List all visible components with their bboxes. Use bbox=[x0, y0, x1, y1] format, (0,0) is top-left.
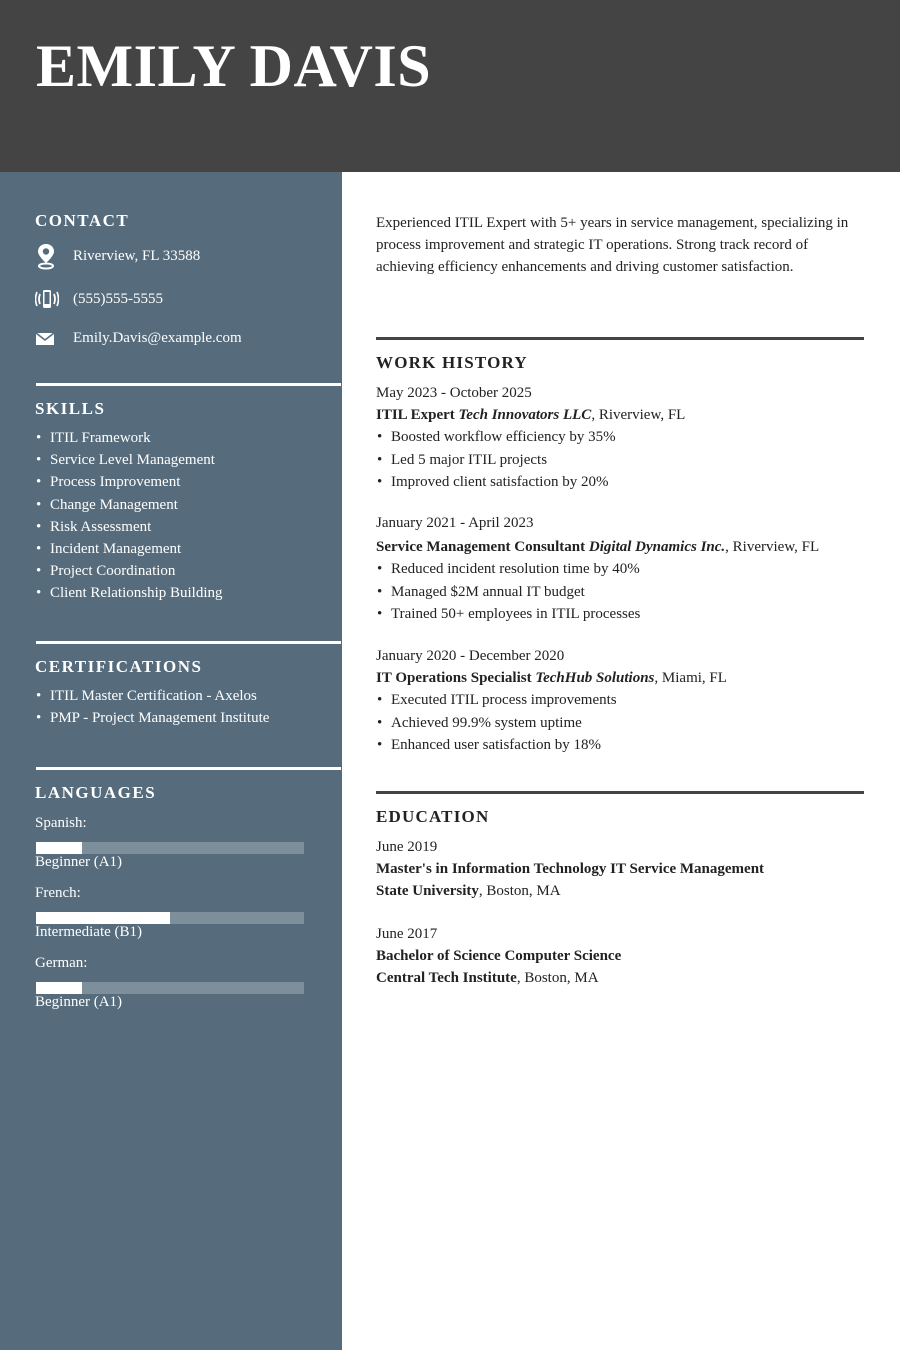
certification-item: • PMP - Project Management Institute bbox=[35, 707, 341, 729]
education-location: , Boston, MA bbox=[478, 883, 561, 899]
job-dates: January 2021 - April 2023 bbox=[376, 515, 534, 531]
job-role-line bbox=[376, 536, 866, 558]
job-company: Tech Innovators LLC bbox=[458, 407, 592, 423]
skill-item: • Risk Assessment bbox=[35, 516, 341, 538]
job-entry bbox=[376, 512, 866, 626]
language-name: German: bbox=[35, 955, 88, 971]
phone-icon bbox=[35, 287, 61, 311]
job-bullets bbox=[376, 426, 866, 494]
job-location: , Riverview, FL bbox=[591, 407, 686, 423]
job-bullet: • Reduced incident resolution time by 40% bbox=[376, 558, 866, 581]
contact-phone bbox=[35, 287, 163, 311]
contact-location bbox=[35, 244, 200, 268]
skill-item: • Process Improvement bbox=[35, 471, 341, 493]
job-company: Digital Dynamics Inc. bbox=[588, 539, 726, 555]
education-entry bbox=[376, 923, 866, 989]
sidebar-divider-contact bbox=[36, 383, 341, 386]
education-date: June 2017 bbox=[376, 926, 438, 942]
main-divider-summary bbox=[376, 337, 864, 340]
job-bullet: • Managed $2M annual IT budget bbox=[376, 581, 866, 604]
certifications-list bbox=[35, 685, 341, 729]
job-location: , Miami, FL bbox=[654, 670, 727, 686]
main-divider-work bbox=[376, 791, 864, 794]
skills-section bbox=[35, 399, 341, 605]
language-proficiency-fill bbox=[36, 842, 82, 854]
certifications-heading: CERTIFICATIONS bbox=[35, 657, 203, 676]
language-proficiency-fill bbox=[36, 912, 170, 924]
job-bullet: • Trained 50+ employees in ITIL processes bbox=[376, 603, 866, 626]
skills-list bbox=[35, 427, 341, 605]
job-bullet: • Achieved 99.9% system uptime bbox=[376, 712, 866, 735]
candidate-name: EMILY DAVIS bbox=[36, 33, 432, 99]
sidebar-divider-certifications bbox=[36, 767, 341, 770]
job-bullet: • Boosted workflow efficiency by 35% bbox=[376, 426, 866, 449]
work-history-heading: WORK HISTORY bbox=[376, 353, 528, 372]
language-name: French: bbox=[35, 885, 81, 901]
languages-heading-wrap bbox=[35, 783, 341, 803]
location-text: Riverview, FL 33588 bbox=[73, 247, 201, 264]
language-proficiency-bar bbox=[36, 842, 304, 854]
envelope-icon bbox=[35, 326, 61, 350]
skill-item: • Project Coordination bbox=[35, 560, 341, 582]
job-bullet: • Enhanced user satisfaction by 18% bbox=[376, 734, 866, 757]
professional-summary: Experienced ITIL Expert with 5+ years in service management, specializing in process improvement and strategic IT operations. Strong track record of achieving efficiency enhancements and driving customer satisfaction. bbox=[376, 215, 849, 276]
job-title: ITIL Expert bbox=[376, 407, 455, 423]
certification-item: • ITIL Master Certification - Axelos bbox=[35, 685, 341, 707]
contact-heading: CONTACT bbox=[35, 211, 130, 230]
skills-heading: SKILLS bbox=[35, 399, 106, 418]
job-bullets bbox=[376, 558, 866, 626]
education-degree: Master's in Information Technology IT Service Management bbox=[376, 861, 765, 877]
contact-heading-wrap bbox=[35, 211, 341, 231]
job-bullets bbox=[376, 689, 866, 757]
education-school: State University bbox=[376, 883, 479, 899]
job-role-line bbox=[376, 404, 866, 426]
language-proficiency-bar bbox=[36, 982, 304, 994]
education-location: , Boston, MA bbox=[516, 970, 599, 986]
job-entry bbox=[376, 382, 866, 494]
location-pin-icon bbox=[35, 244, 61, 268]
job-company: TechHub Solutions bbox=[535, 670, 655, 686]
sidebar-divider-skills bbox=[36, 641, 341, 644]
job-dates: January 2020 - December 2020 bbox=[376, 648, 565, 664]
job-role-line bbox=[376, 667, 866, 689]
language-proficiency-bar bbox=[36, 912, 304, 924]
education-degree: Bachelor of Science Computer Science bbox=[376, 948, 622, 964]
job-bullet: • Executed ITIL process improvements bbox=[376, 689, 866, 712]
language-proficiency-fill bbox=[36, 982, 82, 994]
certifications-section bbox=[35, 657, 341, 729]
education-school: Central Tech Institute bbox=[376, 970, 517, 986]
language-level: Beginner (A1) bbox=[35, 854, 123, 870]
language-level: Intermediate (B1) bbox=[35, 924, 143, 940]
phone-link[interactable]: (555)555-5555 bbox=[73, 290, 163, 307]
header-banner bbox=[0, 0, 900, 172]
skill-item: • Service Level Management bbox=[35, 449, 341, 471]
email-link[interactable]: Emily.Davis@example.com bbox=[73, 329, 242, 346]
skill-item: • ITIL Framework bbox=[35, 427, 341, 449]
skill-item: • Change Management bbox=[35, 494, 341, 516]
contact-email bbox=[35, 326, 242, 350]
job-dates: May 2023 - October 2025 bbox=[376, 385, 532, 401]
education-heading: EDUCATION bbox=[376, 807, 490, 826]
language-level: Beginner (A1) bbox=[35, 994, 123, 1010]
skill-item: • Incident Management bbox=[35, 538, 341, 560]
skill-item: • Client Relationship Building bbox=[35, 582, 341, 604]
languages-heading: LANGUAGES bbox=[35, 783, 157, 802]
job-entry bbox=[376, 645, 866, 757]
education-entry bbox=[376, 836, 866, 902]
language-name: Spanish: bbox=[35, 815, 87, 831]
job-title: IT Operations Specialist bbox=[376, 670, 532, 686]
education-date: June 2019 bbox=[376, 839, 438, 855]
job-bullet: • Improved client satisfaction by 20% bbox=[376, 471, 866, 494]
job-title: Service Management Consultant bbox=[376, 539, 586, 555]
job-location: , Riverview, FL bbox=[725, 539, 820, 555]
job-bullet: • Led 5 major ITIL projects bbox=[376, 449, 866, 472]
